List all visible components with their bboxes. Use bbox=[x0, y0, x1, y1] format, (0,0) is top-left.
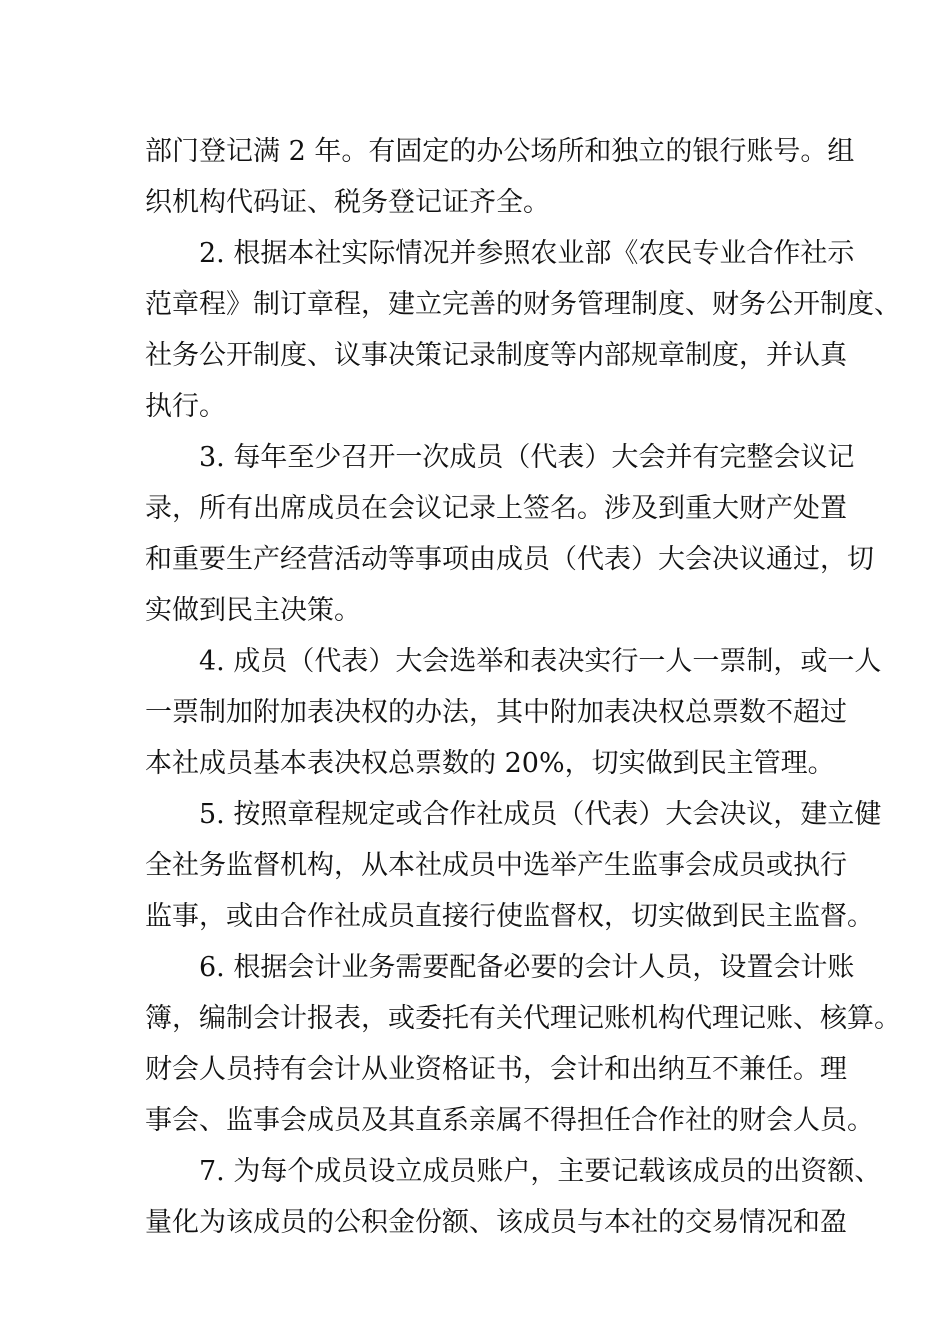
text-line: 事会、监事会成员及其直系亲属不得担任合作社的财会人员。 bbox=[145, 1105, 874, 1136]
paragraph bbox=[145, 126, 855, 228]
text-line: 6. 根据会计业务需要配备必要的会计人员，设置会计账 bbox=[199, 952, 855, 983]
text-line: 实做到民主决策。 bbox=[145, 595, 361, 626]
text-line: 一票制加附加表决权的办法，其中附加表决权总票数不超过 bbox=[145, 697, 847, 728]
text-line: 3. 每年至少召开一次成员（代表）大会并有完整会议记 bbox=[199, 442, 855, 473]
text-line: 财会人员持有会计从业资格证书，会计和出纳互不兼任。理 bbox=[145, 1054, 847, 1085]
text-line: 7. 为每个成员设立成员账户，主要记载该成员的出资额、 bbox=[199, 1156, 882, 1187]
text-line: 全社务监督机构，从本社成员中选举产生监事会成员或执行 bbox=[145, 850, 847, 881]
paragraph bbox=[145, 228, 901, 432]
paragraph bbox=[145, 432, 874, 636]
document-body bbox=[145, 126, 901, 1248]
paragraph bbox=[145, 942, 901, 1146]
text-line: 4. 成员（代表）大会选举和表决实行一人一票制，或一人 bbox=[199, 646, 882, 677]
text-line: 本社成员基本表决权总票数的 20%，切实做到民主管理。 bbox=[145, 748, 835, 779]
text-line: 社务公开制度、议事决策记录制度等内部规章制度，并认真 bbox=[145, 340, 847, 371]
paragraph bbox=[145, 636, 882, 789]
paragraph bbox=[145, 1146, 882, 1248]
paragraph bbox=[145, 789, 882, 942]
text-line: 范章程》制订章程，建立完善的财务管理制度、财务公开制度、 bbox=[145, 289, 901, 320]
text-line: 5. 按照章程规定或合作社成员（代表）大会决议，建立健 bbox=[199, 799, 882, 830]
text-line: 量化为该成员的公积金份额、该成员与本社的交易情况和盈 bbox=[145, 1207, 847, 1238]
text-line: 部门登记满 2 年。有固定的办公场所和独立的银行账号。组 bbox=[145, 136, 855, 167]
text-line: 织机构代码证、税务登记证齐全。 bbox=[145, 187, 550, 218]
text-line: 和重要生产经营活动等事项由成员（代表）大会决议通过，切 bbox=[145, 544, 874, 575]
text-line: 执行。 bbox=[145, 391, 226, 422]
text-line: 监事，或由合作社成员直接行使监督权，切实做到民主监督。 bbox=[145, 901, 874, 932]
text-line: 录，所有出席成员在会议记录上签名。涉及到重大财产处置 bbox=[145, 493, 847, 524]
text-line: 簿，编制会计报表，或委托有关代理记账机构代理记账、核算。 bbox=[145, 1003, 901, 1034]
text-line: 2. 根据本社实际情况并参照农业部《农民专业合作社示 bbox=[199, 238, 855, 269]
